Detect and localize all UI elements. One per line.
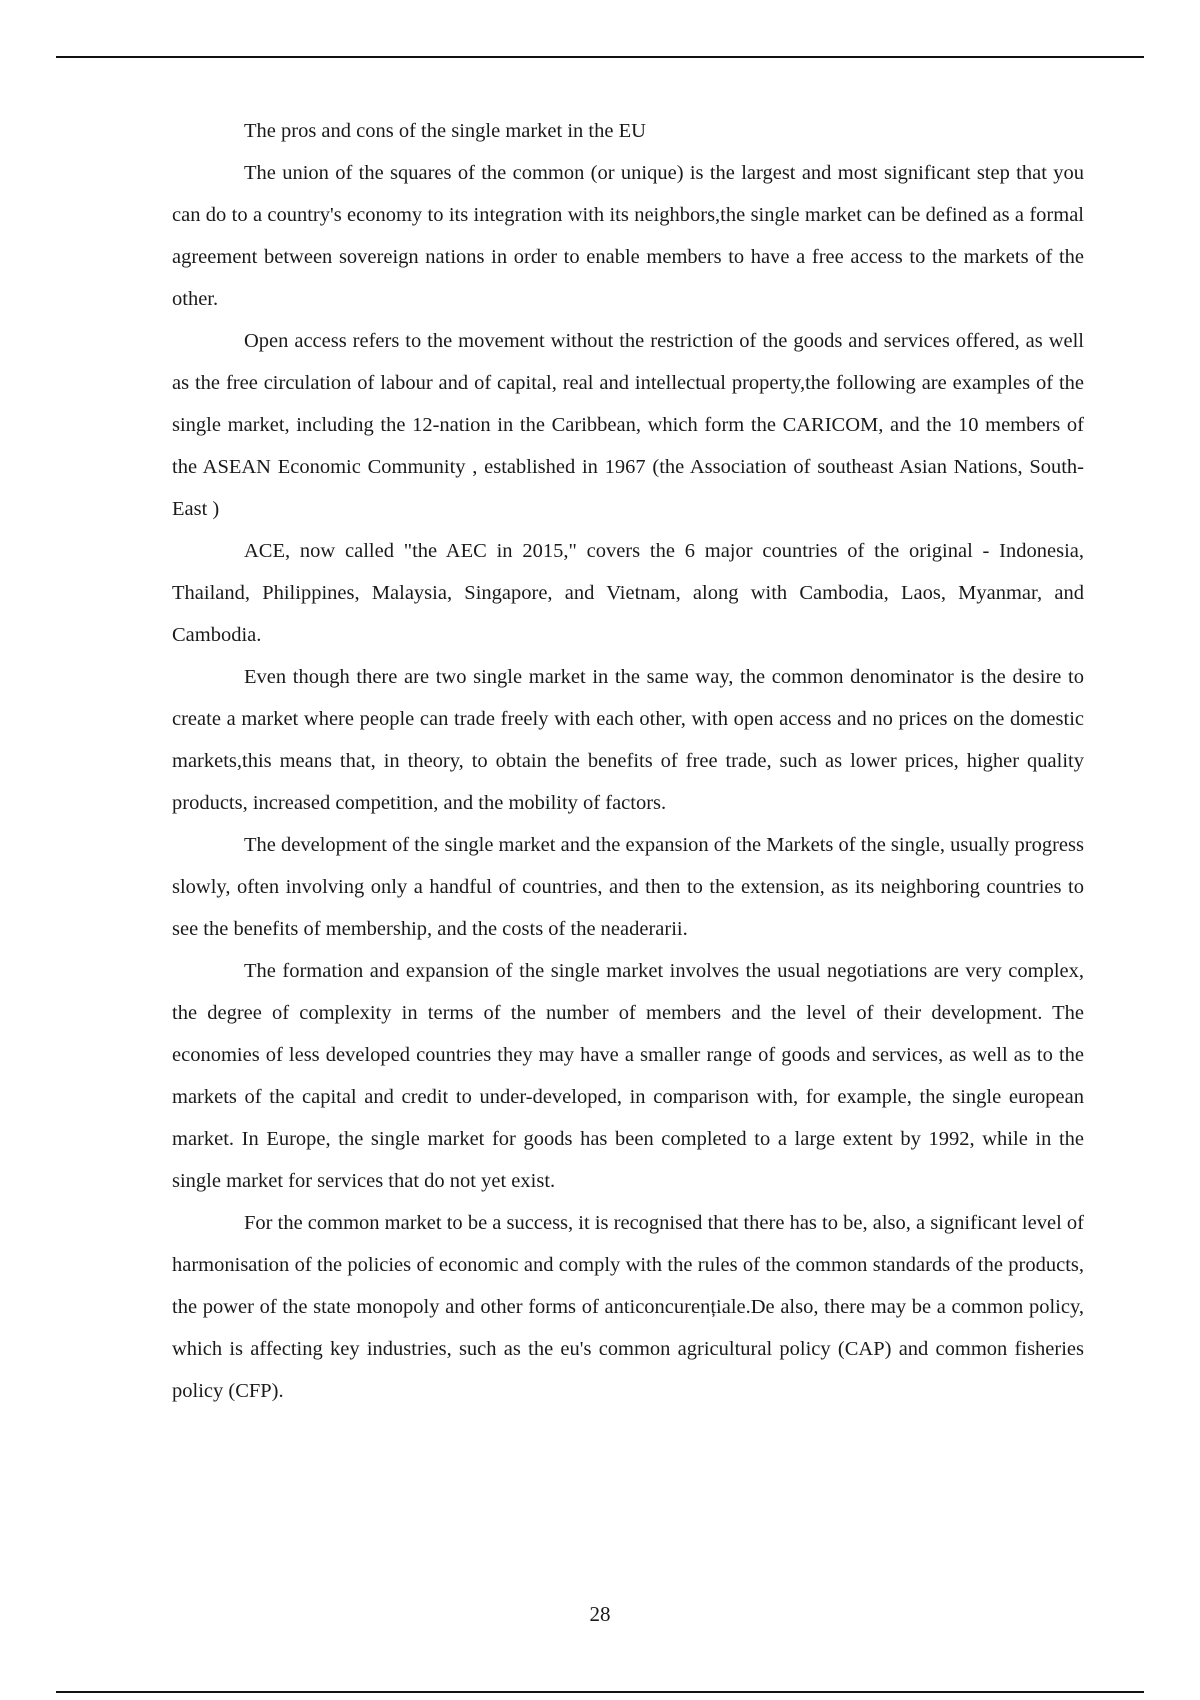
footer-rule: [56, 1691, 1144, 1693]
header-rule: [56, 56, 1144, 58]
page-body: [172, 110, 1084, 1412]
paragraph-2: Open access refers to the movement without the restriction of the goods and services offered, as well as the free circulation of labour and of capital, real and intellectual property,the following are examples of the single market, including the 12-nation in the Caribbean, which form the CARICOM, and the 10 members of the ASEAN Economic Community , established in 1967 (the Association of southeast Asian Nations, South-East ): [172, 330, 1084, 520]
paragraph-7: For the common market to be a success, it is recognised that there has to be, also, a significant level of harmonisation of the policies of economic and comply with the rules of the common standards of the products, the power of the state monopoly and other forms of anticoncurențiale.De also, there may be a common policy, which is affecting key industries, such as the eu's common agricultural policy (CAP) and common fisheries policy (CFP).: [172, 1212, 1084, 1402]
paragraph-5: The development of the single market and the expansion of the Markets of the single, usually progress slowly, often involving only a handful of countries, and then to the extension, as its neighboring countries to see the benefits of membership, and the costs of the neaderarii.: [172, 834, 1084, 940]
page-number: 28: [589, 1602, 611, 1626]
paragraph-6: The formation and expansion of the single market involves the usual negotiations are very complex, the degree of complexity in terms of the number of members and the level of their development. The economies of less developed countries they may have a smaller range of goods and services, as well as to the markets of the capital and credit to under-developed, in comparison with, for example, the single european market. In Europe, the single market for goods has been completed to a large extent by 1992, while in the single market for services that do not yet exist.: [172, 960, 1084, 1192]
paragraph-3: ACE, now called "the AEC in 2015," covers the 6 major countries of the original - Indonesia, Thailand, Philippines, Malaysia, Singapore, and Vietnam, along with Cambodia, Laos, Myanmar, and Cambodia.: [172, 540, 1084, 646]
paragraph-4: Even though there are two single market in the same way, the common denominator is the desire to create a market where people can trade freely with each other, with open access and no prices on the domestic markets,this means that, in theory, to obtain the benefits of free trade, such as lower prices, higher quality products, increased competition, and the mobility of factors.: [172, 666, 1084, 814]
section-heading: The pros and cons of the single market in the EU: [244, 120, 646, 142]
paragraph-1: The union of the squares of the common (or unique) is the largest and most significant step that you can do to a country's economy to its integration with its neighbors,the single market can be defined as a formal agreement between sovereign nations in order to enable members to have a free access to the markets of the other.: [172, 162, 1084, 310]
